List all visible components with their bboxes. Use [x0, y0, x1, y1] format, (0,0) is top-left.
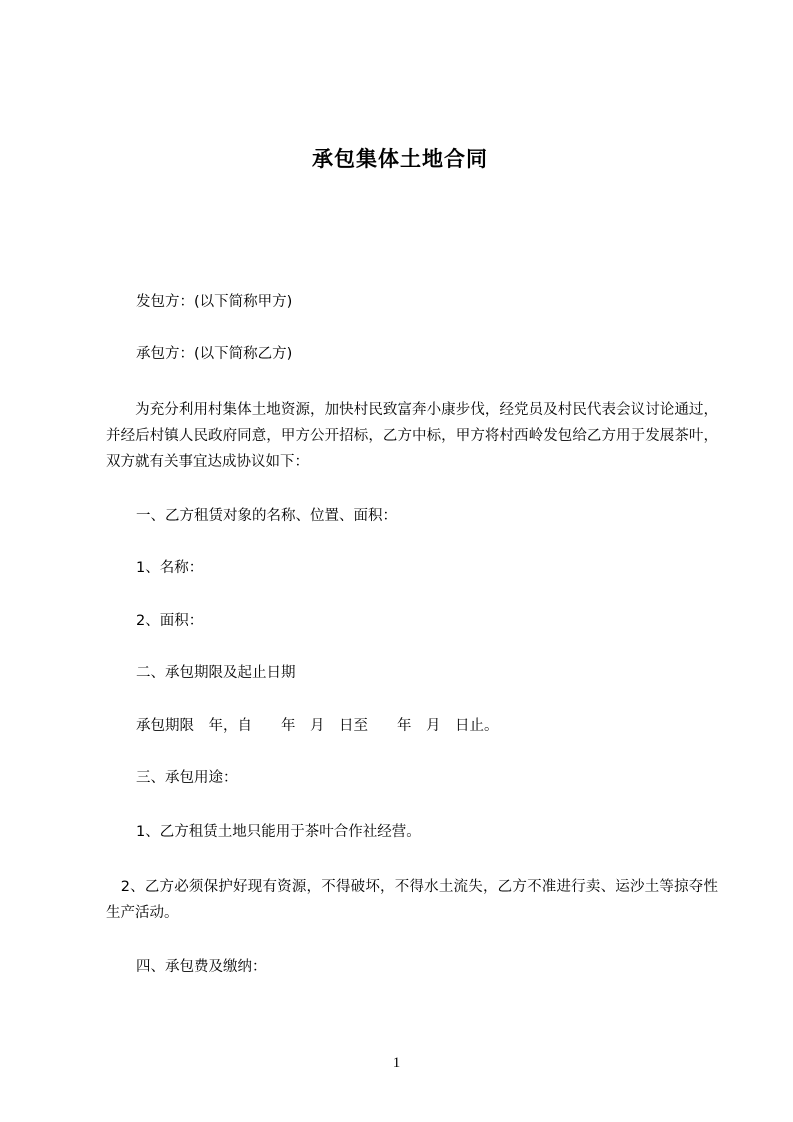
intro-paragraph: 为充分利用村集体土地资源，加快村民致富奔小康步伐，经党员及村民代表会议讨论通过，并经后村镇人民政府同意，甲方公开招标，乙方中标，甲方将村西岭发包给乙方用于发展茶叶，双方就有关事宜达成协议如下： — [106, 402, 718, 470]
page-number: 1 — [392, 1055, 401, 1071]
section-4-heading: 四、承包费及缴纳： — [136, 959, 267, 975]
item-name-line: 1、名称： — [136, 560, 204, 576]
contractor-line: 承包方：(以下简称乙方) — [136, 346, 293, 362]
use-2-paragraph: 2、乙方必须保护好现有资源，不得破坏，不得水土流失，乙方不准进行卖、运沙土等掠夺性生产活动。 — [106, 879, 718, 921]
section-1-heading: 一、乙方租赁对象的名称、位置、面积： — [136, 508, 397, 524]
document-title: 承包集体土地合同 — [312, 147, 488, 171]
item-area-line: 2、面积： — [136, 613, 204, 629]
use-1-line: 1、乙方租赁土地只能用于茶叶合作社经营。 — [136, 824, 421, 840]
term-line: 承包期限 年，自 年 月 日至 年 月 日止。 — [136, 718, 499, 734]
section-2-heading: 二、承包期限及起止日期 — [136, 665, 296, 681]
issuer-line: 发包方：(以下简称甲方) — [136, 294, 293, 310]
section-3-heading: 三、承包用途： — [136, 770, 238, 786]
